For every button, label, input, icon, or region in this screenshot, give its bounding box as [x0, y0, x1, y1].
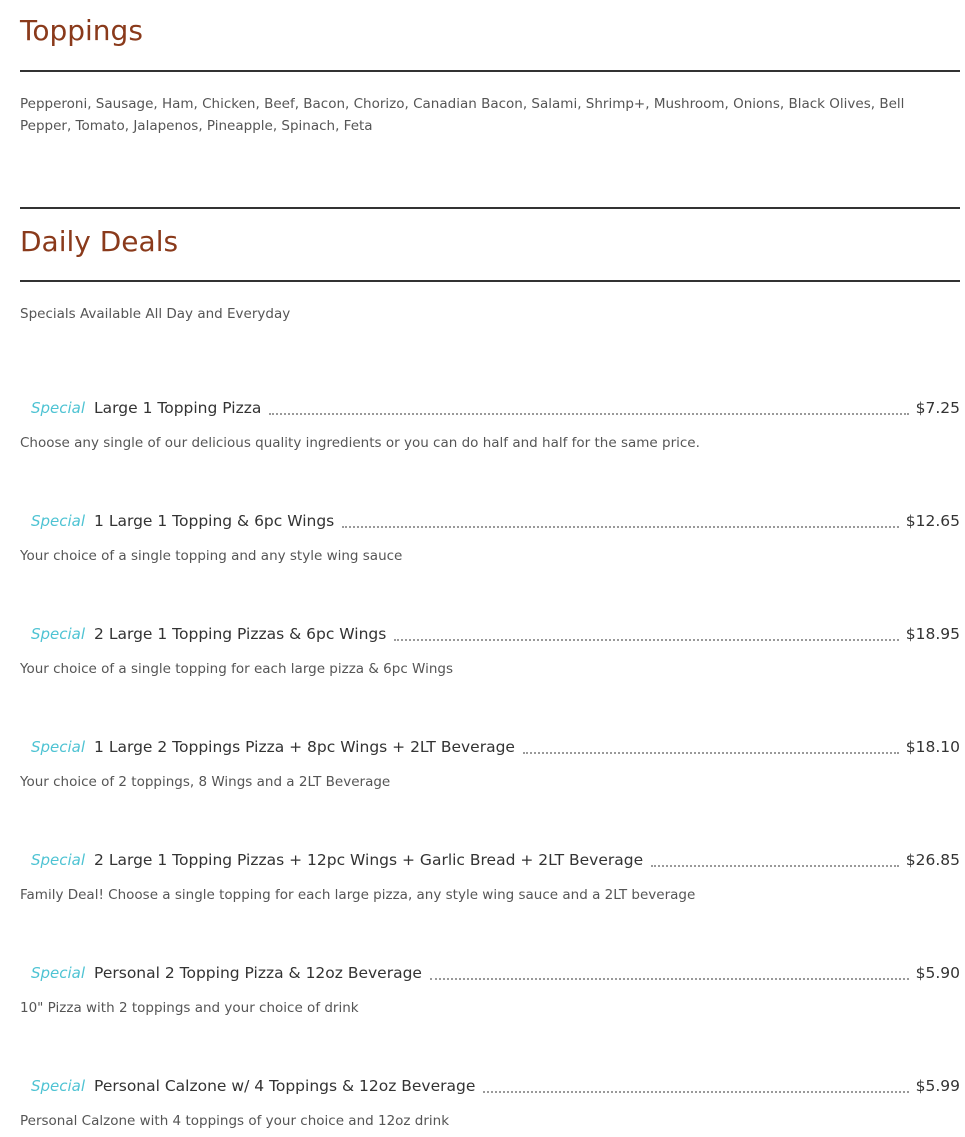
- deal-name: 1 Large 2 Toppings Pizza + 8pc Wings + 2LT Beverage: [94, 738, 515, 756]
- deal-special-tag: Special: [31, 625, 86, 643]
- dotted-leader: [523, 752, 899, 754]
- deal-name: 2 Large 1 Topping Pizzas & 6pc Wings: [94, 625, 387, 643]
- deal-item: [20, 621, 960, 645]
- deal-price: $5.99: [915, 1077, 960, 1095]
- deal-name: Personal 2 Topping Pizza & 12oz Beverage: [94, 964, 422, 982]
- deal-special-tag: Special: [31, 1077, 86, 1095]
- deal-item: [20, 508, 960, 532]
- deal-special-tag: Special: [31, 964, 86, 982]
- deal-description: Family Deal! Choose a single topping for each large pizza, any style wing sauce and a 2LT beverage: [20, 887, 696, 903]
- toppings-title-divider: [20, 70, 960, 72]
- deal-description: Personal Calzone with 4 toppings of your choice and 12oz drink: [20, 1113, 450, 1129]
- deal-price: $5.90: [915, 964, 960, 982]
- deal-item: [20, 960, 960, 984]
- dotted-leader: [651, 865, 899, 867]
- deal-name: Personal Calzone w/ 4 Toppings & 12oz Beverage: [94, 1077, 476, 1095]
- deal-description: 10" Pizza with 2 toppings and your choice of drink: [20, 1000, 359, 1016]
- dotted-leader: [394, 639, 898, 641]
- deal-special-tag: Special: [31, 851, 86, 869]
- deal-item: [20, 734, 960, 758]
- toppings-list: Pepperoni, Sausage, Ham, Chicken, Beef, Bacon, Chorizo, Canadian Bacon, Salami, Shrimp+, Mushroom, Onions, Black Olives, Bell Pepper, Tomato, Jalapenos, Pineapple, Spinach, Feta: [20, 96, 905, 134]
- deal-name: 2 Large 1 Topping Pizzas + 12pc Wings + Garlic Bread + 2LT Beverage: [94, 851, 644, 869]
- deal-special-tag: Special: [31, 738, 86, 756]
- toppings-title: Toppings: [20, 14, 143, 47]
- daily-deals-subtitle: Specials Available All Day and Everyday: [20, 306, 291, 322]
- deal-description: Choose any single of our delicious quality ingredients or you can do half and half for the same price.: [20, 435, 700, 451]
- deal-price: $26.85: [905, 851, 960, 869]
- deal-item: [20, 395, 960, 419]
- deal-description: Your choice of 2 toppings, 8 Wings and a 2LT Beverage: [20, 774, 391, 790]
- deal-name: Large 1 Topping Pizza: [94, 399, 262, 417]
- daily-deals-title: Daily Deals: [20, 225, 179, 258]
- dotted-leader: [269, 413, 908, 415]
- deal-description: Your choice of a single topping for each large pizza & 6pc Wings: [20, 661, 454, 677]
- deal-price: $12.65: [905, 512, 960, 530]
- deal-item: [20, 847, 960, 871]
- deal-item: [20, 1073, 960, 1097]
- deal-description: Your choice of a single topping and any style wing sauce: [20, 548, 403, 564]
- dotted-leader: [342, 526, 899, 528]
- deal-special-tag: Special: [31, 399, 86, 417]
- deal-name: 1 Large 1 Topping & 6pc Wings: [94, 512, 335, 530]
- deal-special-tag: Special: [31, 512, 86, 530]
- daily-deals-top-divider: [20, 207, 960, 209]
- dotted-leader: [430, 978, 909, 980]
- dotted-leader: [483, 1091, 908, 1093]
- deal-price: $7.25: [915, 399, 960, 417]
- deal-price: $18.10: [905, 738, 960, 756]
- deal-price: $18.95: [905, 625, 960, 643]
- daily-deals-title-divider: [20, 280, 960, 282]
